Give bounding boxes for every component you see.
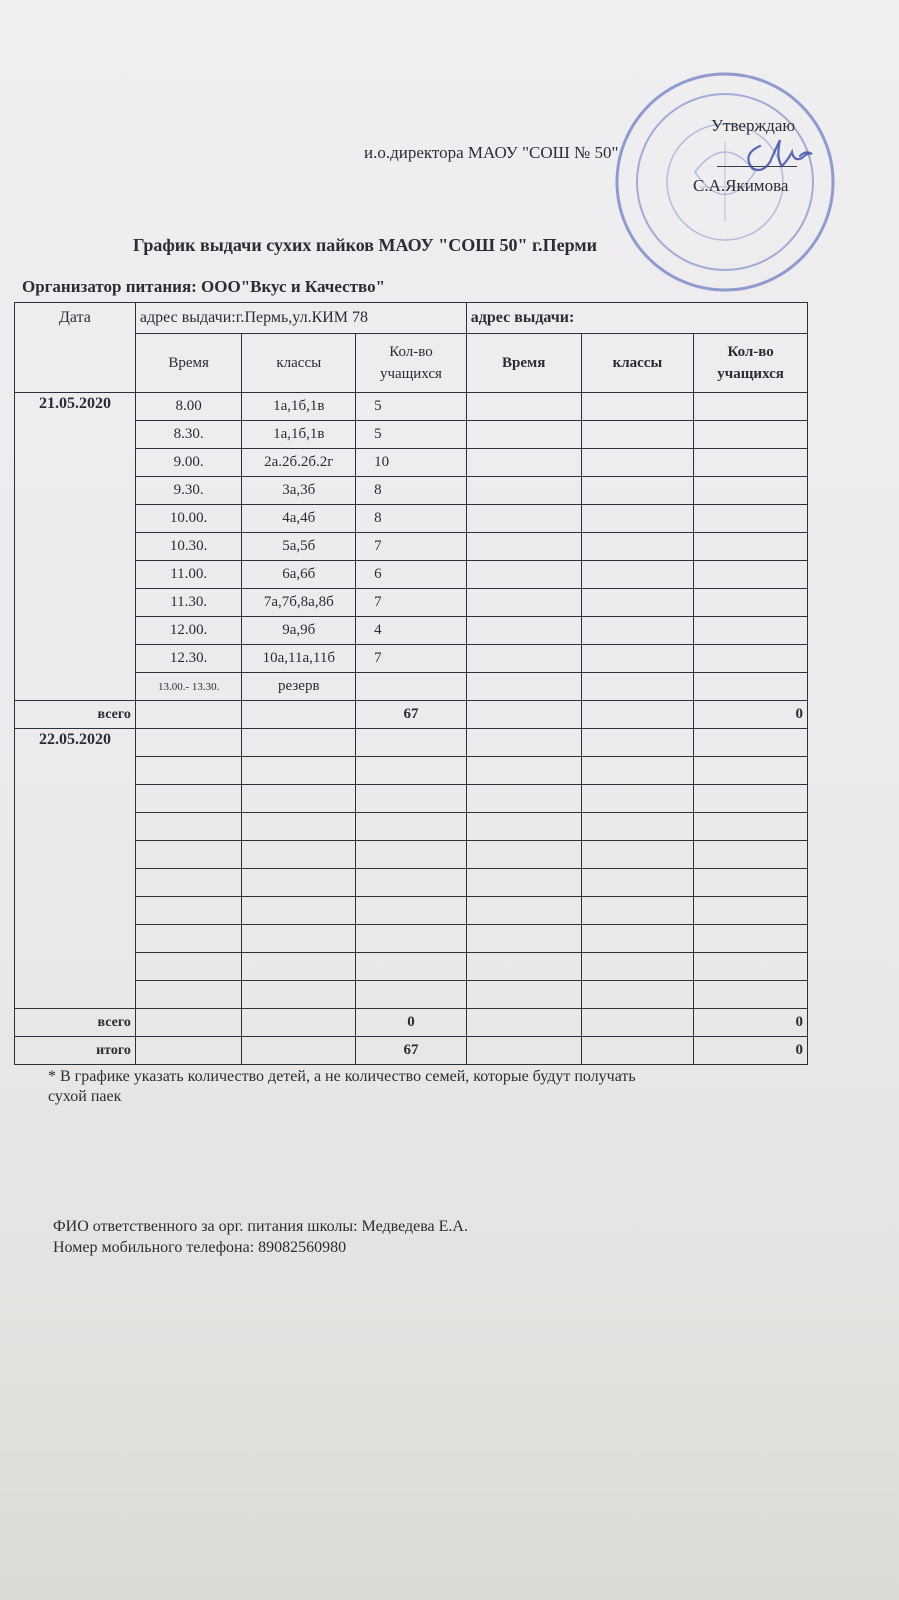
empty-cell xyxy=(694,589,808,617)
empty-cell xyxy=(581,869,694,897)
empty-cell xyxy=(581,505,694,533)
empty-cell xyxy=(581,1009,694,1037)
empty-cell xyxy=(466,645,581,673)
table-row xyxy=(15,393,808,421)
address-2-header: адрес выдачи: xyxy=(466,303,807,334)
empty-cell xyxy=(694,449,808,477)
count-cell: 10 xyxy=(356,449,467,477)
count-cell: 8 xyxy=(356,477,467,505)
empty-cell xyxy=(581,477,694,505)
empty-cell xyxy=(466,757,581,785)
classes-cell: 3а,3б xyxy=(242,477,356,505)
table-row xyxy=(15,729,808,757)
empty-cell xyxy=(466,841,581,869)
empty-cell xyxy=(466,505,581,533)
empty-cell xyxy=(356,841,467,869)
empty-cell xyxy=(135,785,242,813)
classes-cell: резерв xyxy=(242,673,356,701)
schedule-table xyxy=(14,302,808,1065)
empty-cell xyxy=(466,981,581,1009)
empty-cell xyxy=(581,925,694,953)
classes-cell: 1а,1б,1в xyxy=(242,421,356,449)
empty-cell xyxy=(242,1009,356,1037)
empty-cell xyxy=(694,533,808,561)
empty-cell xyxy=(466,813,581,841)
classes-cell: 4а,4б xyxy=(242,505,356,533)
empty-cell xyxy=(581,421,694,449)
empty-cell xyxy=(356,869,467,897)
count-cell: 5 xyxy=(356,393,467,421)
empty-cell xyxy=(242,785,356,813)
time-cell: 8.00 xyxy=(135,393,242,421)
empty-cell xyxy=(356,953,467,981)
empty-cell xyxy=(356,729,467,757)
empty-cell xyxy=(694,477,808,505)
empty-cell xyxy=(694,673,808,701)
grand-total-count-1: 67 xyxy=(356,1037,467,1065)
time-header-2: Время xyxy=(466,334,581,393)
empty-cell xyxy=(466,477,581,505)
count-cell: 4 xyxy=(356,617,467,645)
subtotal-count-1: 67 xyxy=(356,701,467,729)
empty-cell xyxy=(694,813,808,841)
empty-cell xyxy=(694,869,808,897)
empty-cell xyxy=(694,617,808,645)
empty-cell xyxy=(581,897,694,925)
empty-cell xyxy=(466,561,581,589)
address-1-header: адрес выдачи:г.Пермь,ул.КИМ 78 xyxy=(135,303,466,334)
date-cell: 21.05.2020 xyxy=(15,393,136,701)
empty-cell xyxy=(135,953,242,981)
director-title: и.о.директора МАОУ "СОШ № 50" xyxy=(364,143,619,162)
subtotal-row xyxy=(15,1009,808,1037)
document-title: График выдачи сухих пайков МАОУ "СОШ 50" г.Перми xyxy=(133,235,598,255)
empty-cell xyxy=(466,589,581,617)
empty-cell xyxy=(581,757,694,785)
classes-cell: 7а,7б,8а,8б xyxy=(242,589,356,617)
empty-cell xyxy=(356,981,467,1009)
empty-cell xyxy=(466,617,581,645)
empty-cell xyxy=(242,729,356,757)
empty-cell xyxy=(581,1037,694,1065)
empty-cell xyxy=(581,617,694,645)
empty-cell xyxy=(694,981,808,1009)
classes-cell: 9а,9б xyxy=(242,617,356,645)
empty-cell xyxy=(581,981,694,1009)
empty-cell xyxy=(694,925,808,953)
classes-cell: 6а,6б xyxy=(242,561,356,589)
approval-label: Утверждаю xyxy=(711,116,796,135)
empty-cell xyxy=(466,673,581,701)
empty-cell xyxy=(581,953,694,981)
empty-cell xyxy=(466,729,581,757)
classes-cell: 10а,11а,11б xyxy=(242,645,356,673)
empty-cell xyxy=(135,981,242,1009)
time-cell: 11.00. xyxy=(135,561,242,589)
empty-cell xyxy=(135,841,242,869)
count-cell xyxy=(356,673,467,701)
empty-cell xyxy=(356,897,467,925)
empty-cell xyxy=(466,393,581,421)
classes-cell: 1а,1б,1в xyxy=(242,393,356,421)
classes-cell: 2а.2б.2б.2г xyxy=(242,449,356,477)
empty-cell xyxy=(135,757,242,785)
empty-cell xyxy=(242,925,356,953)
empty-cell xyxy=(694,897,808,925)
empty-cell xyxy=(581,589,694,617)
empty-cell xyxy=(135,701,242,729)
empty-cell xyxy=(356,785,467,813)
empty-cell xyxy=(581,645,694,673)
empty-cell xyxy=(135,897,242,925)
empty-cell xyxy=(242,981,356,1009)
time-cell: 12.00. xyxy=(135,617,242,645)
empty-cell xyxy=(242,757,356,785)
empty-cell xyxy=(242,953,356,981)
empty-cell xyxy=(466,701,581,729)
empty-cell xyxy=(694,729,808,757)
empty-cell xyxy=(581,841,694,869)
empty-cell xyxy=(466,785,581,813)
empty-cell xyxy=(135,1009,242,1037)
empty-cell xyxy=(135,813,242,841)
empty-cell xyxy=(242,1037,356,1065)
empty-cell xyxy=(694,841,808,869)
empty-cell xyxy=(694,785,808,813)
empty-cell xyxy=(356,813,467,841)
empty-cell xyxy=(356,925,467,953)
count-header-1: Кол-во учащихся xyxy=(356,334,467,393)
empty-cell xyxy=(466,421,581,449)
subtotal-count-2: 0 xyxy=(694,1009,808,1037)
time-cell: 9.00. xyxy=(135,449,242,477)
grand-total-label: итого xyxy=(15,1037,136,1065)
empty-cell xyxy=(581,785,694,813)
count-cell: 7 xyxy=(356,645,467,673)
time-cell: 13.00.- 13.30. xyxy=(135,673,242,701)
empty-cell xyxy=(466,533,581,561)
count-cell: 7 xyxy=(356,589,467,617)
empty-cell xyxy=(466,869,581,897)
subtotal-label: всего xyxy=(15,701,136,729)
count-cell: 7 xyxy=(356,533,467,561)
classes-header-1: классы xyxy=(242,334,356,393)
time-cell: 9.30. xyxy=(135,477,242,505)
empty-cell xyxy=(356,757,467,785)
empty-cell xyxy=(581,449,694,477)
empty-cell xyxy=(466,897,581,925)
empty-cell xyxy=(466,953,581,981)
empty-cell xyxy=(135,1037,242,1065)
empty-cell xyxy=(242,841,356,869)
empty-cell xyxy=(135,869,242,897)
classes-header-2: классы xyxy=(581,334,694,393)
organizer-line: Организатор питания: ООО"Вкус и Качество" xyxy=(22,277,386,296)
director-name: С.А.Якимова xyxy=(693,176,789,195)
empty-cell xyxy=(242,813,356,841)
count-cell: 8 xyxy=(356,505,467,533)
grand-total-row xyxy=(15,1037,808,1065)
empty-cell xyxy=(466,1037,581,1065)
empty-cell xyxy=(694,757,808,785)
responsible-person: ФИО ответственного за орг. питания школы: Медведева Е.А. xyxy=(53,1218,468,1235)
phone-number: Номер мобильного телефона: 89082560980 xyxy=(53,1239,347,1256)
empty-cell xyxy=(581,673,694,701)
empty-cell xyxy=(694,393,808,421)
empty-cell xyxy=(694,645,808,673)
empty-cell xyxy=(694,421,808,449)
time-cell: 8.30. xyxy=(135,421,242,449)
empty-cell xyxy=(694,953,808,981)
classes-cell: 5а,5б xyxy=(242,533,356,561)
empty-cell xyxy=(581,813,694,841)
empty-cell xyxy=(581,393,694,421)
date-col-header: Дата xyxy=(15,303,136,393)
time-cell: 10.30. xyxy=(135,533,242,561)
empty-cell xyxy=(694,505,808,533)
grand-total-count-2: 0 xyxy=(694,1037,808,1065)
empty-cell xyxy=(581,701,694,729)
empty-cell xyxy=(466,449,581,477)
empty-cell xyxy=(242,701,356,729)
header-row-1 xyxy=(15,303,808,334)
empty-cell xyxy=(466,1009,581,1037)
footnote-line-1: * В графике указать количество детей, а не количество семей, которые будут получать xyxy=(48,1068,636,1085)
subtotal-count-2: 0 xyxy=(694,701,808,729)
date-cell: 22.05.2020 xyxy=(15,729,136,1009)
subtotal-count-1: 0 xyxy=(356,1009,467,1037)
empty-cell xyxy=(135,729,242,757)
empty-cell xyxy=(694,561,808,589)
empty-cell xyxy=(581,729,694,757)
count-header-2: Кол-во учащихся xyxy=(694,334,808,393)
empty-cell xyxy=(135,925,242,953)
time-cell: 11.30. xyxy=(135,589,242,617)
time-header-1: Время xyxy=(135,334,242,393)
subtotal-label: всего xyxy=(15,1009,136,1037)
empty-cell xyxy=(466,925,581,953)
footnote-line-2: сухой паек xyxy=(48,1088,122,1105)
handwritten-signature xyxy=(738,128,818,176)
empty-cell xyxy=(242,897,356,925)
count-cell: 5 xyxy=(356,421,467,449)
empty-cell xyxy=(581,561,694,589)
empty-cell xyxy=(242,869,356,897)
subtotal-row xyxy=(15,701,808,729)
time-cell: 12.30. xyxy=(135,645,242,673)
count-cell: 6 xyxy=(356,561,467,589)
time-cell: 10.00. xyxy=(135,505,242,533)
empty-cell xyxy=(581,533,694,561)
